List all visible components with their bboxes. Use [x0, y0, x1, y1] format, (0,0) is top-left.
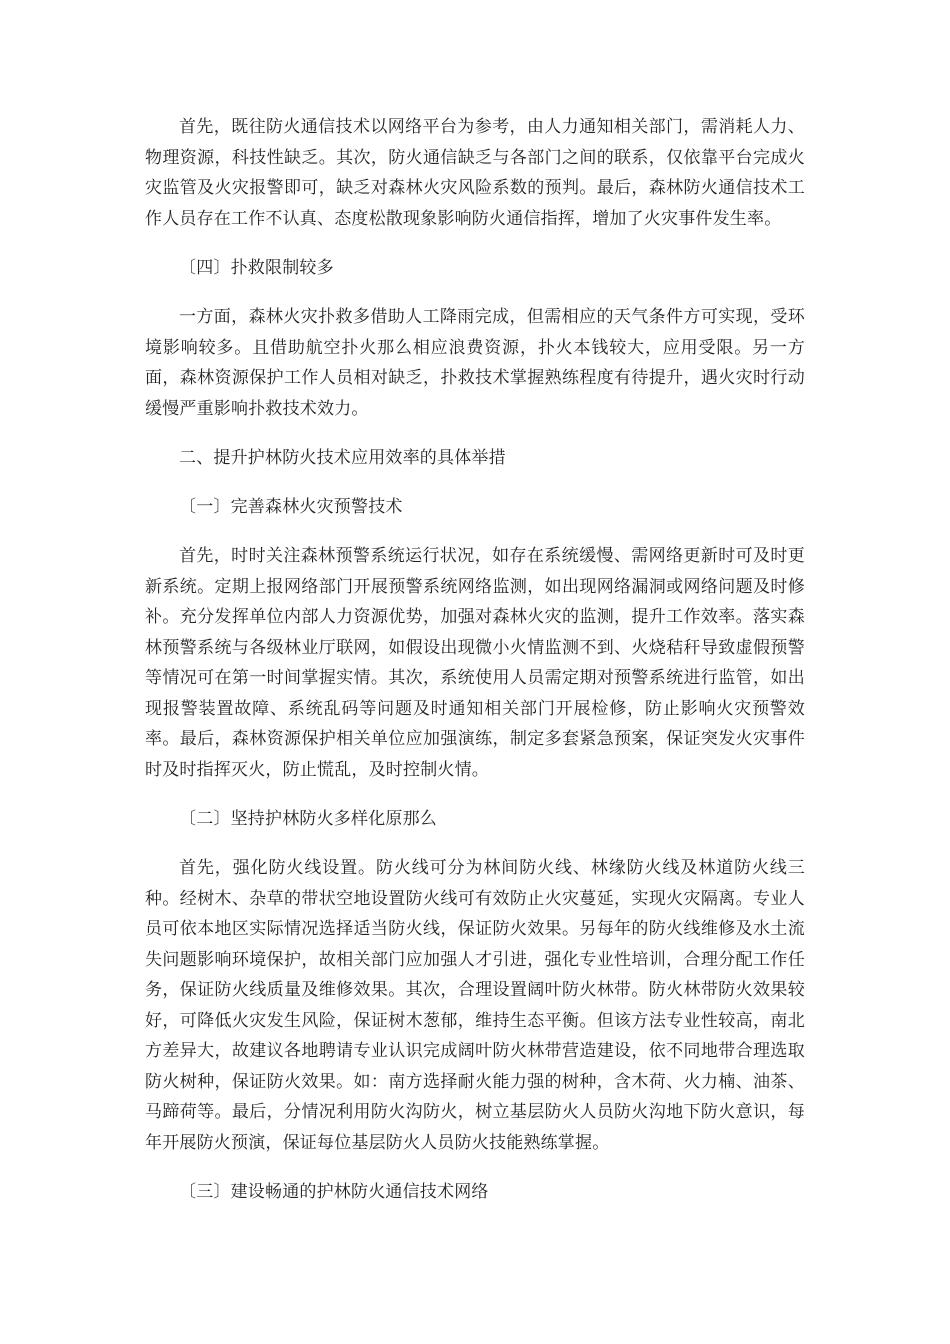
heading-section-two: 二、提升护林防火技术应用效率的具体举措	[179, 448, 506, 468]
paragraph-diversified-principles: 首先，强化防火线设置。防火线可分为林间防火线、林缘防火线及林道防火线三种。经树木、杂草的带状空地设置防火线可有效防止火灾蔓延，实现火灾隔离。专业人员可依本地区实际情况选择适当防火线，保证防火效果。另每年的防火线维修及水土流失问题影响环境保护，故相关部门应加强人才引进，强化专业性培训，合理分配工作任务，保证防火线质量及维修效果。其次，合理设置阔叶防火林带。防火林带防火效果较好，可降低火灾发生风险，保证树木葱郁，维持生态平衡。但该方法专业性较高，南北方差异大，故建议各地聘请专业认识完成阔叶防火林带营造建设，依不同地带合理选取防火树种，保证防火效果。如：南方选择耐火能力强的树种，含木荷、火力楠、油茶、马蹄荷等。最后，分情况利用防火沟防火，树立基层防火人员防火沟地下防火意识，每年开展防火预演，保证每位基层防火人员防火技能熟练掌握。	[145, 858, 805, 1153]
heading-early-warning: 〔一〕完善森林火灾预警技术	[179, 497, 403, 517]
paragraph-fire-communication-issues: 首先，既往防火通信技术以网络平台为参考，由人力通知相关部门，需消耗人力、物理资源，科技性缺乏。其次，防火通信缺乏与各部门之间的联系，仅依靠平台完成火灾监管及火灾报警即可，缺乏对森林火灾风险系数的预判。最后，森林防火通信技术工作人员存在工作不认真、态度松散现象影响防火通信指挥，增加了火灾事件发生率。	[145, 117, 805, 229]
paragraph-rescue-limitations: 一方面，森林火灾扑救多借助人工降雨完成，但需相应的天气条件方可实现，受环境影响较多。且借助航空扑火那么相应浪费资源，扑火本钱较大，应用受限。另一方面，森林资源保护工作人员相对缺乏，扑救技术掌握熟练程度有待提升，遇火灾时行动缓慢严重影响扑救技术效力。	[145, 307, 805, 419]
heading-communication-network: 〔三〕建设畅通的护林防火通信技术网络	[179, 1182, 489, 1202]
paragraph-early-warning: 首先，时时关注森林预警系统运行状况，如存在系统缓慢、需网络更新时可及时更新系统。定期上报网络部门开展预警系统网络监测，如出现网络漏洞或网络问题及时修补。充分发挥单位内部人力资源优势，加强对森林火灾的监测，提升工作效率。落实森林预警系统与各级林业厅联网，如假设出现微小火情监测不到、火烧秸秆导致虚假预警等情况可在第一时间掌握实情。其次，系统使用人员需定期对预警系统进行监管，如出现报警装置故障、系统乱码等问题及时通知相关部门开展检修，防止影响火灾预警效率。最后，森林资源保护相关单位应加强演练，制定多套紧急预案，保证突发火灾事件时及时指挥灭火，防止慌乱，及时控制火情。	[145, 546, 805, 780]
heading-rescue-limitations: 〔四〕扑救限制较多	[179, 258, 334, 278]
document-body	[145, 112, 805, 1226]
heading-diversified-principles: 〔二〕坚持护林防火多样化原那么	[179, 809, 437, 829]
